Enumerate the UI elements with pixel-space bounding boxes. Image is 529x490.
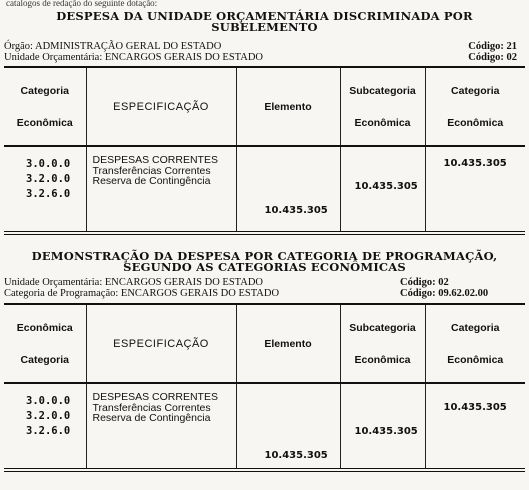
section2-header-row (4, 304, 525, 383)
header-elemento: Elemento (236, 67, 340, 146)
subcategoria-value: 10.435.305 (354, 181, 418, 192)
section1-title: DESPESA DA UNIDADE ORÇAMENTÁRIA DISCRIMINADA POR SUBELEMENTO (56, 9, 473, 34)
header-subcategoria: Subcategoria Econômica (340, 304, 425, 383)
section2-title: DEMONSTRAÇÃO DA DESPESA POR CATEGORIA DE PROGRAMAÇÃO, SEGUNDO AS CATEGORIAS ECONÔMICAS (31, 249, 498, 274)
categoria-cell (425, 146, 525, 233)
section2-unidade: Unidade Orçamentária: ENCARGOS GERAIS DO ESTADO (4, 277, 263, 288)
section2-codigo-programacao: Código: 09.62.02.00 (400, 288, 489, 299)
categoria-value: 10.435.305 (443, 158, 507, 169)
elemento-cell (236, 383, 340, 470)
section2-data-row (4, 383, 525, 470)
categoria-cell (425, 383, 525, 470)
header-especificacao: ESPECIFICAÇÃO (86, 67, 236, 146)
subcategoria-cell (340, 383, 425, 470)
header-categoria: Categoria Econômica (425, 67, 525, 146)
section1-unidade: Unidade Orçamentária: ENCARGOS GERAIS DO ESTADO (4, 52, 263, 63)
section2-codigo-unidade: Código: 02 (400, 277, 449, 288)
header-especificacao: ESPECIFICAÇÃO (86, 304, 236, 383)
elemento-value: 10.435.305 (264, 205, 328, 216)
especificacao-cell: DESPESAS CORRENTES Transferências Correntes Reserva de Contingência (86, 146, 236, 233)
header-economica-categoria: Econômica Categoria (4, 304, 86, 383)
header-categoria-economica: Categoria Econômica (4, 67, 86, 146)
section1-codigo-unidade: Código: 02 (468, 52, 517, 63)
section1-data-row (4, 146, 525, 233)
categoria-value: 10.435.305 (443, 402, 507, 413)
subcategoria-value: 10.435.305 (354, 426, 418, 437)
top-fragment-text: catalogos de redação do seguinte dotação: (6, 0, 158, 8)
section1-header-row (4, 67, 525, 146)
header-subcategoria: Subcategoria Econômica (340, 67, 425, 146)
especificacao-cell: DESPESAS CORRENTES Transferências Correntes Reserva de Contingência (86, 383, 236, 470)
elemento-cell (236, 146, 340, 233)
codes-cell: 3.0.0.0 3.2.0.0 3.2.6.0 (4, 146, 86, 233)
header-categoria: Categoria Econômica (425, 304, 525, 383)
subcategoria-cell (340, 146, 425, 233)
section1-codigo-orgao: Código: 21 (468, 41, 517, 52)
codes-cell: 3.0.0.0 3.2.0.0 3.2.6.0 (4, 383, 86, 470)
section2-table (4, 303, 525, 472)
section1-table (4, 66, 525, 235)
elemento-value: 10.435.305 (264, 450, 328, 461)
header-elemento: Elemento (236, 304, 340, 383)
section1-orgao: Órgão: ADMINISTRAÇÃO GERAL DO ESTADO (4, 41, 222, 52)
section2-categoria-programacao: Categoria de Programação: ENCARGOS GERAIS DO ESTADO (4, 288, 280, 299)
